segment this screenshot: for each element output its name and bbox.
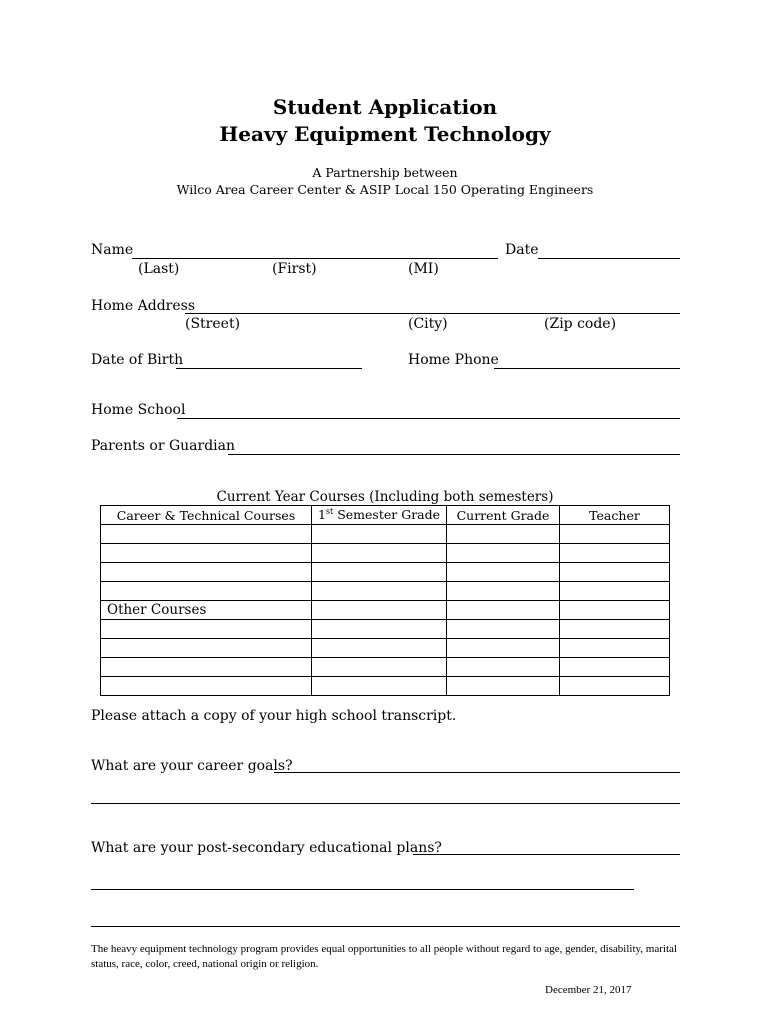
career-goals-field-line2[interactable] <box>91 803 680 804</box>
col-career-technical-courses: Career & Technical Courses <box>101 506 312 525</box>
post-secondary-label: What are your post-secondary educational plans? <box>91 840 442 856</box>
table-cell[interactable] <box>312 563 447 582</box>
city-hint: (City) <box>408 316 448 332</box>
last-name-hint: (Last) <box>138 261 180 277</box>
col-first-semester-grade: 1st Semester Grade <box>312 506 447 525</box>
table-row-other-courses <box>101 601 670 620</box>
table-cell[interactable] <box>560 601 670 620</box>
career-goals-label: What are your career goals? <box>91 758 293 774</box>
table-row <box>101 658 670 677</box>
dob-label: Date of Birth <box>91 352 184 368</box>
career-goals-field[interactable] <box>274 772 680 773</box>
table-row <box>101 620 670 639</box>
table-cell[interactable] <box>560 582 670 601</box>
table-cell[interactable] <box>447 620 560 639</box>
col-current-grade: Current Grade <box>447 506 560 525</box>
table-cell[interactable] <box>312 544 447 563</box>
table-cell[interactable] <box>447 639 560 658</box>
table-cell[interactable] <box>312 658 447 677</box>
table-cell[interactable] <box>447 544 560 563</box>
table-cell[interactable] <box>447 601 560 620</box>
table-row <box>101 563 670 582</box>
home-address-field[interactable] <box>185 313 680 314</box>
table-row <box>101 582 670 601</box>
table-cell[interactable] <box>101 582 312 601</box>
table-cell[interactable] <box>447 677 560 696</box>
table-row <box>101 677 670 696</box>
table-cell[interactable] <box>312 582 447 601</box>
table-cell[interactable] <box>447 582 560 601</box>
equal-opportunity-statement: The heavy equipment technology program provides equal opportunities to all people without regard to age, gender, disability, marital status, race, color, creed, national origin or religion. <box>91 943 677 970</box>
table-cell[interactable] <box>560 677 670 696</box>
middle-initial-hint: (MI) <box>408 261 439 277</box>
home-school-field[interactable] <box>177 418 680 419</box>
post-secondary-field[interactable] <box>413 854 680 855</box>
table-cell[interactable] <box>560 658 670 677</box>
table-cell[interactable] <box>312 601 447 620</box>
street-hint: (Street) <box>185 316 241 332</box>
post-secondary-field-line2[interactable] <box>91 889 634 890</box>
date-label: Date <box>505 242 539 258</box>
other-courses-label: Other Courses <box>101 601 312 620</box>
table-cell[interactable] <box>560 525 670 544</box>
table-cell[interactable] <box>101 620 312 639</box>
table-cell[interactable] <box>312 525 447 544</box>
zip-code-hint: (Zip code) <box>544 316 617 332</box>
table-cell[interactable] <box>560 563 670 582</box>
table-cell[interactable] <box>101 525 312 544</box>
table-cell[interactable] <box>560 544 670 563</box>
form-subtitle: Heavy Equipment Technology <box>219 122 551 146</box>
courses-caption: Current Year Courses (Including both semesters) <box>216 489 554 505</box>
name-label: Name <box>91 242 134 258</box>
table-cell[interactable] <box>447 563 560 582</box>
form-title: Student Application <box>272 95 498 119</box>
parents-field[interactable] <box>228 454 680 455</box>
table-cell[interactable] <box>101 677 312 696</box>
home-phone-field[interactable] <box>494 368 680 369</box>
post-secondary-field-line3[interactable] <box>91 926 680 927</box>
name-field[interactable] <box>132 258 498 259</box>
table-cell[interactable] <box>101 544 312 563</box>
table-cell[interactable] <box>560 639 670 658</box>
table-cell[interactable] <box>312 639 447 658</box>
home-address-label: Home Address <box>91 298 196 314</box>
table-row <box>101 544 670 563</box>
partners-text: Wilco Area Career Center & ASIP Local 150 Operating Engineers <box>176 182 594 197</box>
dob-field[interactable] <box>176 368 362 369</box>
table-cell[interactable] <box>312 677 447 696</box>
home-school-label: Home School <box>91 402 186 418</box>
table-cell[interactable] <box>101 639 312 658</box>
table-cell[interactable] <box>447 525 560 544</box>
table-cell[interactable] <box>101 658 312 677</box>
date-field[interactable] <box>538 258 680 259</box>
col-teacher: Teacher <box>560 506 670 525</box>
table-header-row <box>101 506 670 525</box>
table-cell[interactable] <box>560 620 670 639</box>
parents-label: Parents or Guardian <box>91 438 236 454</box>
courses-table <box>100 505 670 696</box>
transcript-note: Please attach a copy of your high school transcript. <box>91 708 457 724</box>
first-name-hint: (First) <box>272 261 317 277</box>
table-row <box>101 525 670 544</box>
revision-date: December 21, 2017 <box>545 984 632 996</box>
home-phone-label: Home Phone <box>408 352 499 368</box>
table-cell[interactable] <box>101 563 312 582</box>
table-row <box>101 639 670 658</box>
table-cell[interactable] <box>312 620 447 639</box>
table-cell[interactable] <box>447 658 560 677</box>
partnership-text: A Partnership between <box>312 165 458 180</box>
